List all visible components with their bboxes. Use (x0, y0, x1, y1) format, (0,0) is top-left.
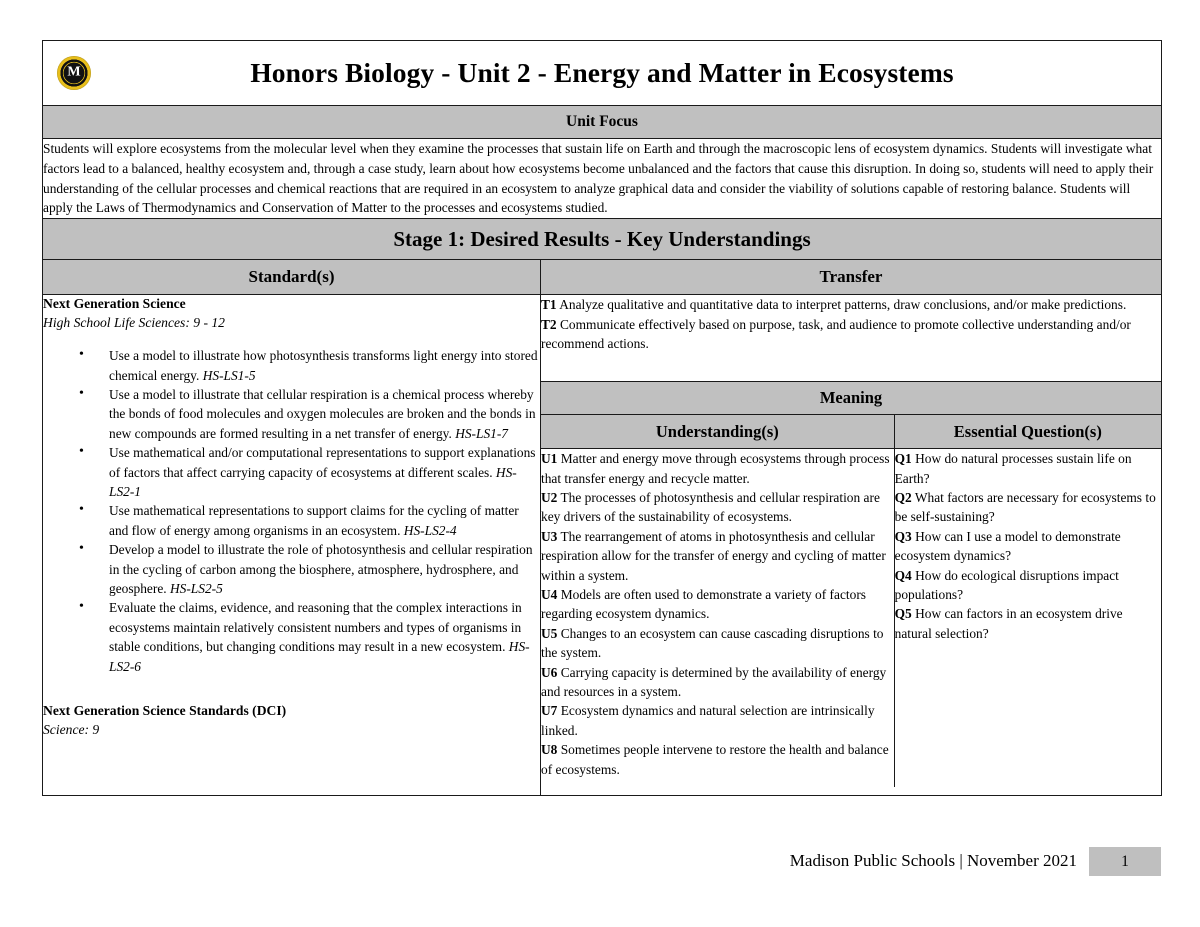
understanding-item-label: U8 (541, 742, 558, 758)
understanding-item-text: Changes to an ecosystem can cause cascading disruptions to the system. (541, 625, 884, 661)
standard-item (109, 540, 540, 598)
understanding-item-label: U5 (541, 625, 558, 641)
essential-question-item-text: How do natural processes sustain life on Earth? (894, 451, 1132, 486)
standard-text: Develop a model to illustrate the role of photosynthesis and cellular respiration in the cycling of carbon among the biosphere, atmosphere, hydrosphere, and geosphere. (109, 542, 533, 597)
essential-question-item-text: How can factors in an ecosystem drive natural selection? (894, 606, 1123, 641)
unit-focus-text: Students will explore ecosystems from the molecular level when they examine the processes that sustain life on Earth and through the macroscopic lens of ecosystem dynamics. Students will investigate what factors lead to a balanced, healthy ecosystem and, through a case study, learn about how ecosystems become unbalanced and the factors that cause this disruption. In doing so, students will need to apply their understanding of the cellular processes and chemical reactions that are required in an ecosystem to analyze graphical data and consider the viability of solutions capable of restoring balance. Students will apply the Laws of Thermodynamics and Conservation of Matter to the processes and ecosystems studied. (43, 141, 1154, 216)
essential-questions-cell (894, 449, 1161, 788)
essential-question-item (895, 568, 1119, 602)
transfer-text (541, 295, 1161, 354)
transfer-meaning-cell (541, 295, 1162, 796)
standard-item (109, 346, 540, 385)
standards-framework-heading: Next Generation Science (43, 296, 186, 312)
standards-framework-subheading: High School Life Sciences: 9 - 12 (43, 315, 225, 331)
title-row (43, 41, 1162, 106)
understandings-text (541, 449, 894, 779)
standard-text: Evaluate the claims, evidence, and reasoning that the complex interactions in ecosystems maintain relatively consistent numbers and types of organisms in stable conditions, but changing conditions may result in a new ecosystem. (109, 600, 522, 655)
understanding-item-label: U7 (541, 703, 558, 719)
column-header-transfer: Transfer (541, 260, 1162, 295)
footer-text: Madison Public Schools | November 2021 (789, 851, 1077, 870)
column-header-standards: Standard(s) (43, 260, 541, 295)
meaning-heading: Meaning (541, 382, 1161, 415)
essential-question-item (895, 490, 1156, 524)
standard-code: HS-LS1-7 (455, 425, 509, 441)
essential-question-item (895, 529, 1121, 563)
standards-list (43, 346, 540, 676)
unit-focus-header-row (43, 106, 1162, 139)
stage1-column-headers-row (43, 260, 1162, 295)
standard-item (109, 385, 540, 443)
understanding-item-text: Ecosystem dynamics and natural selection are intrinsically linked. (541, 703, 875, 738)
stage1-content-row (43, 295, 1162, 796)
meaning-content-row (541, 449, 1161, 788)
unit-focus-heading: Unit Focus (43, 106, 1162, 139)
page-title: Honors Biology - Unit 2 - Energy and Matter in Ecosystems (250, 57, 954, 88)
essential-question-item-text: How can I use a model to demonstrate ecosystem dynamics? (894, 528, 1121, 564)
standard-code: HS-LS2-5 (169, 581, 223, 597)
essential-question-item-label: Q3 (894, 528, 912, 544)
understanding-item-text: Sometimes people intervene to restore the health and balance of ecosystems. (541, 742, 889, 777)
essential-question-item-label: Q4 (894, 567, 912, 583)
understanding-item (541, 742, 889, 776)
standard-code: HS-LS1-5 (202, 367, 256, 383)
standard-item (109, 598, 540, 676)
unit-focus-cell (43, 139, 1162, 219)
essential-question-item-text: What factors are necessary for ecosystems to be self-sustaining? (894, 490, 1156, 525)
transfer-item (541, 297, 1126, 312)
essential-question-item-label: Q5 (894, 606, 912, 622)
standard-code: HS-LS2-4 (403, 522, 457, 538)
school-seal-icon (57, 56, 91, 90)
standard-item (109, 501, 540, 540)
transfer-item (541, 317, 1131, 352)
standard-item (109, 443, 540, 501)
understanding-item-text: Models are often used to demonstrate a variety of factors regarding ecosystem dynamics. (541, 587, 866, 622)
column-header-understandings: Understanding(s) (541, 415, 894, 449)
understanding-item-label: U2 (541, 490, 558, 505)
meaning-header-row (541, 382, 1161, 415)
standard-code: HS-LS2-1 (109, 464, 517, 500)
essential-question-item (895, 451, 1132, 485)
understanding-item-text: The rearrangement of atoms in photosynthesis and cellular respiration allow for the transfer of energy and cycling of matter within a system. (541, 528, 886, 583)
understanding-item-label: U6 (541, 664, 558, 680)
title-cell (43, 41, 1162, 106)
page-number: 1 (1089, 847, 1161, 876)
understanding-item (541, 587, 866, 621)
transfer-meaning-table (541, 295, 1161, 787)
understanding-item (541, 490, 880, 524)
meaning-column-headers-row (541, 415, 1161, 449)
understanding-item (541, 703, 875, 737)
understanding-item (541, 626, 884, 660)
understanding-item-text: The processes of photosynthesis and cellular respiration are key drivers of the sustainability of ecosystems. (541, 490, 880, 525)
understanding-item-text: Carrying capacity is determined by the availability of energy and resources in a system. (541, 664, 887, 700)
stage1-heading: Stage 1: Desired Results - Key Understandings (43, 219, 1162, 260)
unit-focus-body-row (43, 139, 1162, 219)
transfer-body-cell (541, 295, 1161, 382)
standard-text: Use mathematical and/or computational representations to support explanations of factors that affect carrying capacity of ecosystems at different scales. (109, 445, 536, 480)
understanding-item-text: Matter and energy move through ecosystems through process that transfer energy and recycle matter. (541, 451, 890, 486)
essential-question-item-label: Q2 (894, 490, 912, 505)
understanding-item (541, 665, 886, 699)
page-footer (0, 845, 1200, 877)
standards-dci-subheading: Science: 9 (43, 722, 100, 738)
transfer-item-label: T2 (541, 316, 557, 332)
essential-question-item-label: Q1 (894, 451, 912, 467)
understanding-item-label: U1 (541, 451, 558, 467)
standard-code: HS-LS2-6 (109, 639, 530, 674)
transfer-item-text: Analyze qualitative and quantitative data to interpret patterns, draw conclusions, and/or make predictions. (556, 297, 1127, 313)
understanding-item-label: U4 (541, 587, 558, 603)
standard-text: Use a model to illustrate that cellular respiration is a chemical process whereby the bonds of food molecules and oxygen molecules are broken and the bonds in new compounds are formed resulting in a net transfer of energy. (109, 387, 536, 441)
understandings-cell (541, 449, 894, 788)
unit-plan-table (42, 40, 1162, 796)
transfer-item-label: T1 (541, 297, 557, 313)
essential-question-item (895, 606, 1123, 640)
essential-questions-text (895, 449, 1161, 643)
standards-cell (43, 295, 541, 796)
essential-question-item-text: How do ecological disruptions impact populations? (894, 567, 1119, 603)
stage1-header-row (43, 219, 1162, 260)
column-header-essential-questions: Essential Question(s) (894, 415, 1161, 449)
understanding-item (541, 529, 886, 583)
standards-dci-heading: Next Generation Science Standards (DCI) (43, 703, 287, 719)
understanding-item-label: U3 (541, 528, 558, 544)
understanding-item (541, 451, 890, 485)
standard-text: Use a model to illustrate how photosynthesis transforms light energy into stored chemical energy. (109, 348, 538, 383)
seal-letter: M (67, 64, 81, 80)
transfer-row (541, 295, 1161, 382)
standard-text: Use mathematical representations to support claims for the cycling of matter and flow of energy among organisms in an ecosystem. (109, 503, 519, 538)
transfer-item-text: Communicate effectively based on purpose, task, and audience to promote collective understanding and/or recommend actions. (541, 316, 1131, 352)
